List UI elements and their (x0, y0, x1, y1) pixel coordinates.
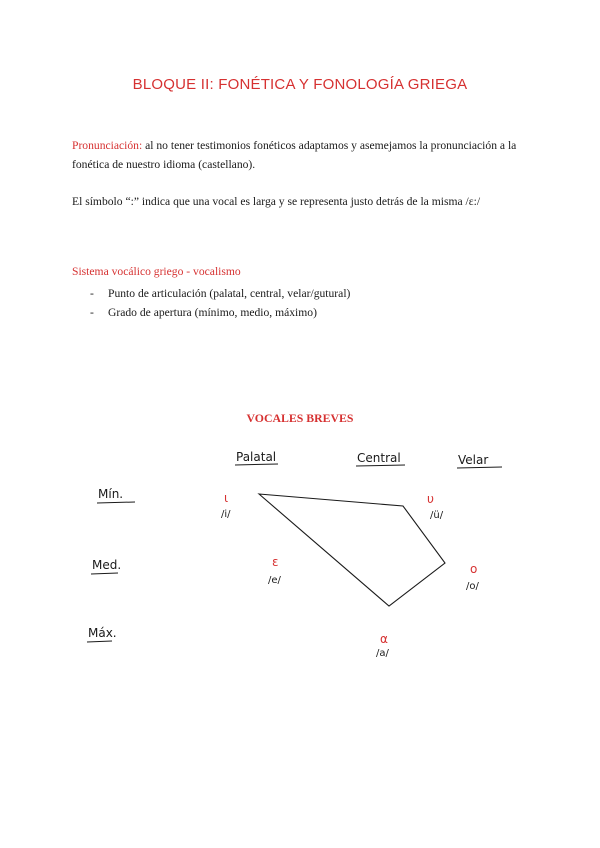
underline-min (97, 502, 135, 503)
pronunciation-text-line1: al no tener testimonios fonéticos adaptamos y asemejamos la pronunciación a la (142, 139, 517, 152)
pronunciation-text-line2: fonética de nuestro idioma (castellano). (72, 158, 256, 171)
underline-palatal (235, 464, 278, 465)
vowel-ipa-a: /a/ (376, 648, 389, 659)
row-label-med: Med. (92, 558, 122, 572)
row-underlines (87, 502, 135, 642)
vowel-letter-upsilon: υ (427, 492, 434, 506)
underline-max (87, 641, 112, 642)
column-label-central: Central (357, 451, 401, 465)
underline-med (91, 573, 118, 574)
vowel-letter-alpha: α (380, 632, 388, 646)
vowel-system-heading: Sistema vocálico griego - vocalismo (72, 265, 241, 278)
vowel-letter-iota: ι (224, 491, 229, 505)
column-label-velar: Velar (458, 453, 489, 467)
row-label-max: Máx. (88, 626, 117, 640)
vowel-ipa-u: /ü/ (430, 510, 444, 521)
list-item: - Grado de apertura (mínimo, medio, máximo) (90, 303, 350, 322)
vowel-ipa-i: /i/ (221, 509, 231, 520)
underline-central (356, 465, 405, 466)
column-label-palatal: Palatal (236, 450, 277, 464)
vowel-letter-omicron: ο (470, 562, 478, 576)
vowel-ipa-o: /o/ (466, 581, 479, 592)
pronunciation-label: Pronunciación: (72, 139, 143, 152)
row-label-min: Mín. (98, 487, 124, 501)
page-title: BLOQUE II: FONÉTICA Y FONOLOGÍA GRIEGA (132, 76, 468, 93)
long-vowel-note: El símbolo “:” indica que una vocal es larga y se representa justo detrás de la misma /ɛ:/ (72, 195, 481, 208)
vowel-ipa-e: /e/ (268, 575, 281, 586)
list-item: - Punto de articulación (palatal, central, velar/gutural) (90, 284, 350, 303)
underline-velar (457, 467, 502, 468)
short-vowels-title: VOCALES BREVES (246, 411, 354, 425)
vowel-letter-epsilon: ε (272, 555, 279, 569)
vowel-trapezoid-outline (259, 494, 445, 606)
